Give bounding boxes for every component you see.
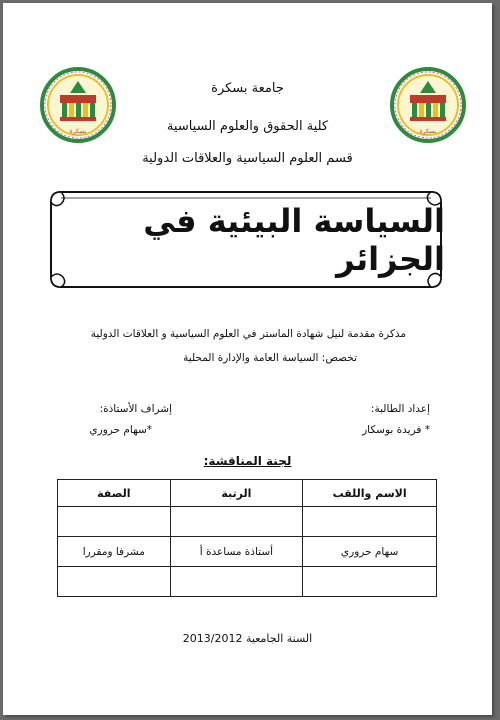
specialization: تخصص: السياسة العامة والإدارة المحلية [183,352,357,364]
committee-title: لجنة المناقشة: [203,454,292,468]
table-cell [303,567,437,597]
table-cell [303,507,437,537]
thesis-note: مذكرة مقدمة لنيل شهادة الماستر في العلوم السياسية و العلاقات الدولية [90,328,406,340]
university-name: جامعة بسكرة [211,81,284,96]
table-cell [58,507,171,537]
logo-caption: بسكرة [419,128,437,135]
table-cell [170,507,303,537]
academic-year: السنة الجامعية 2013/2012 [182,632,313,645]
document-page [3,3,492,715]
table-row [58,567,437,597]
table-header-row [58,480,437,507]
supervisor-name: *سهام حروري [89,424,152,436]
table-cell [58,567,171,597]
table-cell [170,567,303,597]
table-row [58,537,437,567]
table-cell: سهام حروري [303,537,437,567]
committee-table [57,479,437,597]
department-name: قسم العلوم السياسية والعلاقات الدولية [142,151,353,166]
supervisor-label: إشراف الأستاذة: [99,403,172,415]
header-rank: الرتبة [170,480,303,507]
table-row [58,507,437,537]
header-name: الاسم واللقب [303,480,437,507]
thesis-title: السياسة البيئية في الجزائر [143,201,445,278]
logo-caption: بسكرة [69,128,87,135]
table-cell: مشرفا ومقررا [58,537,171,567]
header-role: الصفة [58,480,171,507]
student-label: إعداد الطالبة: [370,403,430,415]
title-frame [47,188,445,291]
faculty-name: كلية الحقوق والعلوم السياسية [166,119,329,134]
student-name: * فريدة بوسكار [362,424,430,436]
table-cell: أستاذة مساعدة أ [170,537,303,567]
